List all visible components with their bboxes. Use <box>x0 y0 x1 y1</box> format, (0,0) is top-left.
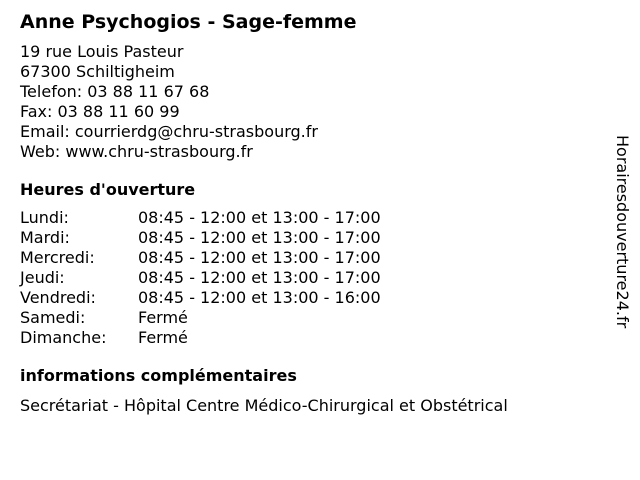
additional-info-heading: informations complémentaires <box>20 366 297 385</box>
address-city: 67300 Schiltigheim <box>20 62 175 81</box>
business-name: Anne Psychogios - Sage-femme <box>20 11 357 33</box>
contact-block <box>20 42 610 162</box>
day-label: Lundi: <box>20 208 69 227</box>
hours-table <box>20 208 610 348</box>
hours-row-wednesday <box>20 248 610 268</box>
time-value: 08:45 - 12:00 et 13:00 - 17:00 <box>138 208 381 227</box>
hours-row-sunday <box>20 328 610 348</box>
day-label: Mardi: <box>20 228 70 247</box>
day-label: Dimanche: <box>20 328 107 347</box>
hours-row-monday <box>20 208 610 228</box>
hours-row-saturday <box>20 308 610 328</box>
business-card <box>20 10 610 416</box>
time-value: 08:45 - 12:00 et 13:00 - 17:00 <box>138 228 381 247</box>
day-label: Jeudi: <box>20 268 65 287</box>
hours-row-thursday <box>20 268 610 288</box>
hours-row-tuesday <box>20 228 610 248</box>
time-value: 08:45 - 12:00 et 13:00 - 17:00 <box>138 248 381 267</box>
time-value: 08:45 - 12:00 et 13:00 - 16:00 <box>138 288 381 307</box>
time-value: 08:45 - 12:00 et 13:00 - 17:00 <box>138 268 381 287</box>
additional-info-text: Secrétariat - Hôpital Centre Médico-Chirurgical et Obstétrical <box>20 396 508 415</box>
watermark-text: Horairesdouverture24.fr <box>613 135 632 329</box>
address-street: 19 rue Louis Pasteur <box>20 42 184 61</box>
fax-number: Fax: 03 88 11 60 99 <box>20 102 180 121</box>
phone-number: Telefon: 03 88 11 67 68 <box>20 82 210 101</box>
time-value: Fermé <box>138 328 188 347</box>
day-label: Mercredi: <box>20 248 95 267</box>
time-value: Fermé <box>138 308 188 327</box>
hours-heading: Heures d'ouverture <box>20 180 196 199</box>
hours-row-friday <box>20 288 610 308</box>
website: Web: www.chru-strasbourg.fr <box>20 142 253 161</box>
day-label: Samedi: <box>20 308 86 327</box>
email-address: Email: courrierdg@chru-strasbourg.fr <box>20 122 318 141</box>
day-label: Vendredi: <box>20 288 96 307</box>
